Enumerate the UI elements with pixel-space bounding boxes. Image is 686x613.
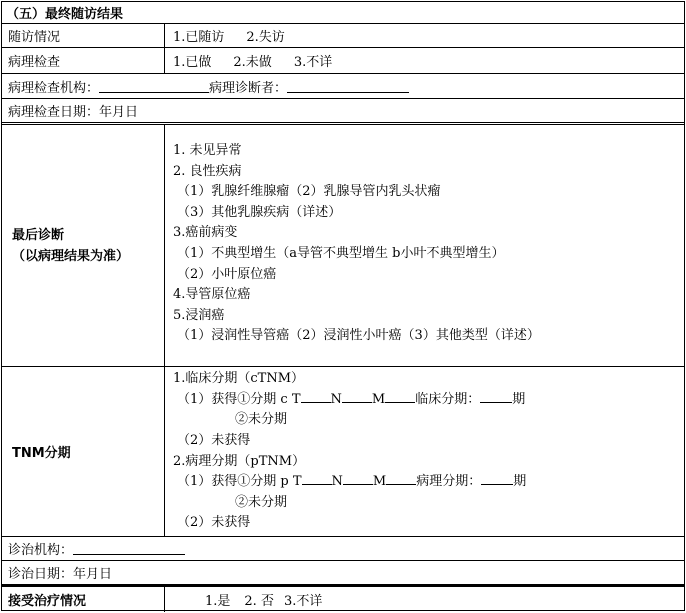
treatment-date-label[interactable]: 诊治日期：年月日: [8, 567, 113, 582]
followup-row: [2, 24, 684, 48]
pathology-exam-option-1[interactable]: 1.已做: [173, 55, 212, 70]
final-diagnosis-label: 最后诊断: [12, 227, 65, 243]
pathology-stage-title: 2.病理分期（pTNM）: [173, 453, 306, 469]
diagnosis-line[interactable]: 3.癌前病变: [173, 225, 238, 241]
clinical-not-obtained[interactable]: （2）未获得: [177, 432, 251, 448]
diagnosis-line[interactable]: （1）不典型增生（a导管不典型增生 b小叶不典型增生）: [177, 245, 505, 261]
treatment-received-options: [164, 587, 684, 612]
tnm-label: TNM分期: [12, 446, 71, 461]
diagnosis-line[interactable]: （2）小叶原位癌: [177, 266, 277, 282]
path-stage-field[interactable]: [481, 472, 513, 485]
pathology-date-row: [2, 99, 684, 125]
clinical-stage-obtained: （1）获得①分期 c T N M 临床分期： 期: [177, 391, 526, 407]
clinical-stage-field[interactable]: [480, 390, 512, 403]
path-m-field[interactable]: [386, 472, 416, 485]
path-n-field[interactable]: [343, 472, 373, 485]
followup-label: 随访情况: [8, 30, 61, 45]
treatment-org-row: [2, 537, 684, 561]
clinical-n-field[interactable]: [342, 390, 372, 403]
clinical-stage-title: 1.临床分期（cTNM）: [173, 371, 305, 387]
diagnosis-line[interactable]: （3）其他乳腺疾病（详述）: [177, 204, 342, 220]
clinical-not-staged[interactable]: ②未分期: [235, 412, 288, 428]
treatment-org-label: 诊治机构：: [8, 543, 74, 558]
pathology-org-cell: [2, 74, 684, 98]
clinical-m-field[interactable]: [385, 390, 415, 403]
treatment-org-cell: [2, 537, 684, 560]
pathology-exam-row: [2, 48, 684, 74]
diagnosis-line[interactable]: 2. 良性疾病: [173, 163, 242, 179]
final-diagnosis-options: [164, 125, 684, 366]
pathology-exam-options: [164, 48, 684, 73]
treatment-received-row: [2, 585, 684, 612]
pathology-exam-option-3[interactable]: 3.不详: [293, 55, 333, 70]
pathology-date-label[interactable]: 病理检查日期：年月日: [8, 105, 139, 120]
final-diagnosis-label-cell: [2, 125, 164, 366]
final-diagnosis-sublabel: （以病理结果为准）: [12, 248, 130, 264]
followup-result-form: [1, 1, 685, 611]
followup-option-1[interactable]: 1.已随访: [173, 30, 225, 45]
section-title-row: [2, 2, 684, 24]
pathology-not-staged[interactable]: ②未分期: [235, 494, 288, 510]
section-title: （五）最终随访结果: [6, 7, 124, 22]
path-t-field[interactable]: [302, 472, 332, 485]
pathology-doctor-label: 病理诊断者：: [209, 80, 288, 96]
pathology-not-obtained[interactable]: （2）未获得: [177, 515, 251, 531]
treatment-received-label: 接受治疗情况: [8, 594, 87, 609]
pathology-org-row: [2, 74, 684, 99]
final-diagnosis-row: [2, 125, 684, 367]
tnm-row: [2, 367, 684, 537]
pathology-exam-option-2[interactable]: 2.未做: [233, 55, 272, 70]
diagnosis-line[interactable]: （1）浸润性导管癌（2）浸润性小叶癌（3）其他类型（详述）: [177, 328, 540, 344]
treatment-received-option-2[interactable]: 2. 否: [244, 594, 274, 609]
treatment-date-row: [2, 561, 684, 585]
diagnosis-line[interactable]: 4.导管原位癌: [173, 287, 251, 303]
tnm-options: [164, 367, 684, 536]
pathology-org-field[interactable]: [99, 80, 209, 93]
clinical-t-field[interactable]: [301, 390, 331, 403]
treatment-org-field[interactable]: [73, 542, 185, 555]
treatment-received-option-3[interactable]: 3.不详: [283, 594, 323, 609]
pathology-doctor-field[interactable]: [287, 80, 409, 93]
pathology-stage-obtained: （1）获得①分期 p T N M 病理分期： 期: [177, 474, 527, 490]
pathology-org-label: 病理检查机构：: [8, 80, 100, 96]
followup-options: [164, 24, 684, 47]
followup-option-2[interactable]: 2.失访: [246, 30, 285, 45]
diagnosis-line[interactable]: 5.浸润癌: [173, 307, 225, 323]
diagnosis-line[interactable]: （1）乳腺纤维腺瘤（2）乳腺导管内乳头状瘤: [177, 184, 441, 200]
diagnosis-line[interactable]: 1. 未见异常: [173, 143, 242, 158]
pathology-exam-label: 病理检查: [8, 55, 61, 70]
treatment-received-option-1[interactable]: 1.是: [205, 594, 231, 609]
